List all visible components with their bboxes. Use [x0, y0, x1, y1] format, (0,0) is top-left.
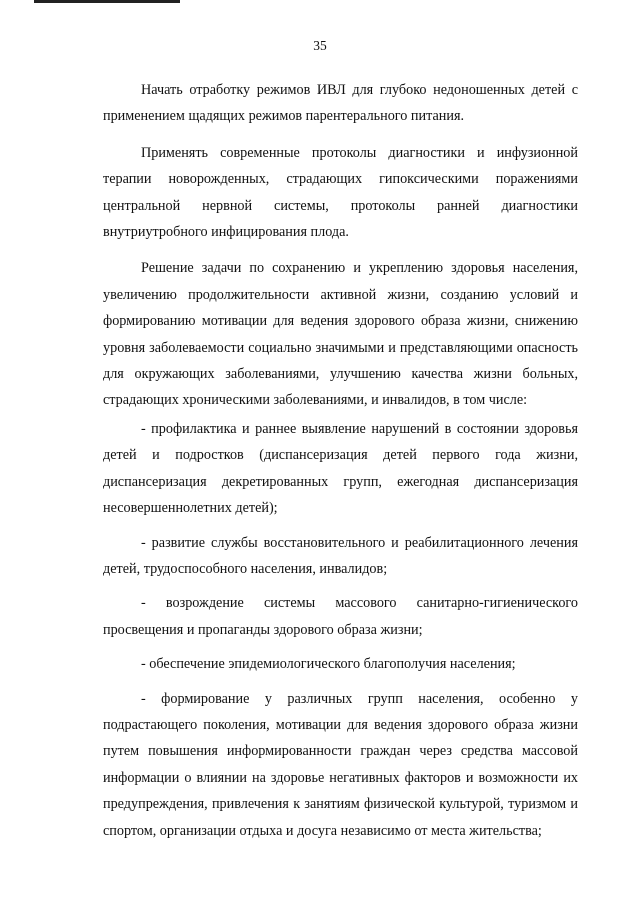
- list-item-healthy-lifestyle: - формирование у различных групп населения, особенно у подрастающего поколения, мотивации для ведения здорового образа жизни путем повышения информированности граждан через средства массовой информации о влиянии на здоровье негативных факторов и возможности их предупреждения, привлечения к занятиям физической культурой, туризмом и спортом, организации отдыха и досуга независимо от места жительства;: [103, 690, 578, 839]
- list-item-prevention: - профилактика и раннее выявление нарушений в состоянии здоровья детей и подростков (диспансеризация детей первого года жизни, диспансеризация декретированных групп, ежегодная диспансеризация несовершеннолетних детей);: [103, 420, 578, 517]
- list-item-epidemiology: - обеспечение эпидемиологического благополучия населения;: [141, 656, 516, 673]
- list-item-rehabilitation: - развитие службы восстановительного и реабилитационного лечения детей, трудоспособного населения, инвалидов;: [103, 534, 578, 577]
- paragraph-protocols: Применять современные протоколы диагностики и инфузионной терапии новорожденных, страдающих гипоксическими поражениями центральной нервной системы, протоколы ранней диагностики внутриутробного инфицирования плода.: [103, 144, 578, 241]
- list-item-hygiene-education: - возрождение системы массового санитарно-гигиенического просвещения и пропаганды здорового образа жизни;: [103, 595, 578, 638]
- page-number: 35: [313, 38, 327, 53]
- paragraph-ventilation: Начать отработку режимов ИВЛ для глубоко недоношенных детей с применением щадящих режимов парентерального питания.: [103, 82, 578, 125]
- top-edge-rule: [34, 0, 180, 3]
- document-body: [103, 77, 578, 852]
- paragraph-health-task: Решение задачи по сохранению и укреплению здоровья населения, увеличению продолжительности активной жизни, созданию условий и формированию мотивации для ведения здорового образа жизни, снижению уровня заболеваемости социально значимыми и представляющими опасность для окружающих заболеваниями, улучшению качества жизни больных, страдающих хроническими заболеваниями, и инвалидов, в том числе:: [103, 260, 578, 409]
